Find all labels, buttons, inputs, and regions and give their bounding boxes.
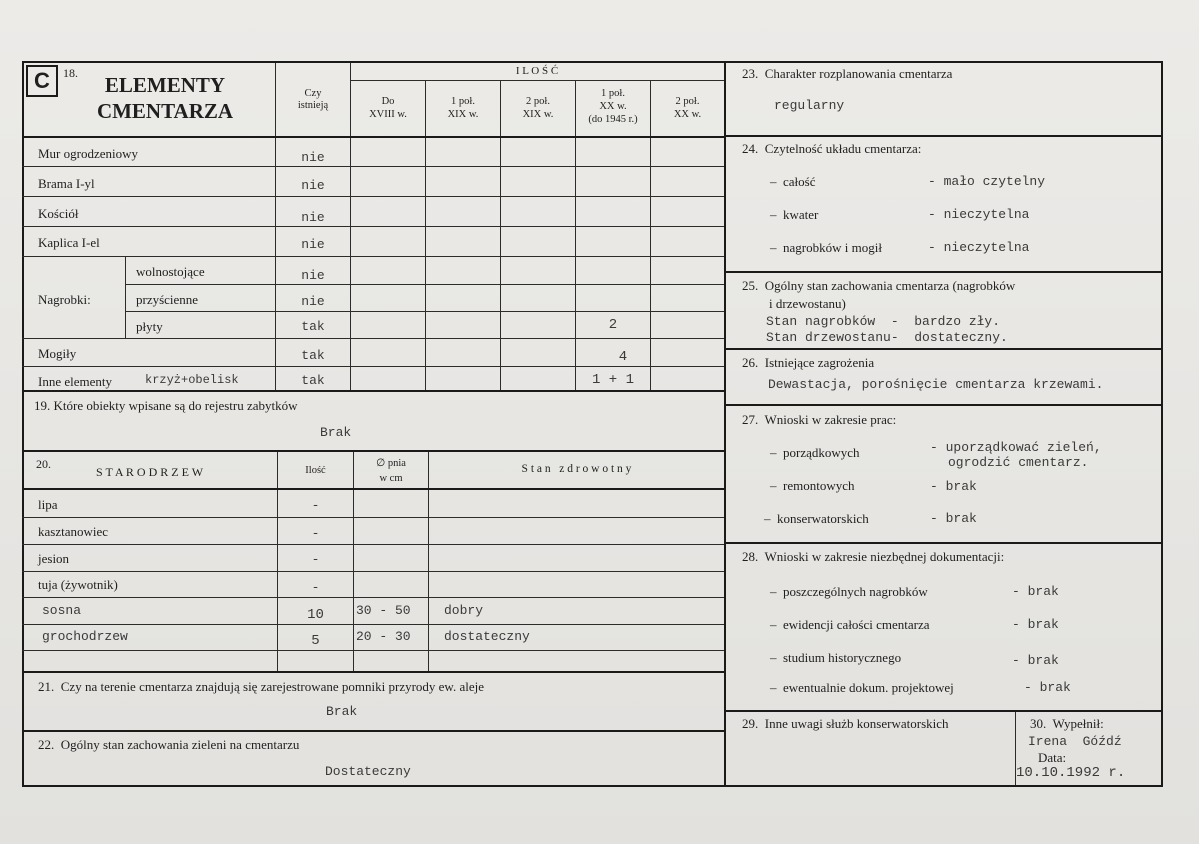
tree-health-grochodrzew: dostateczny xyxy=(444,629,530,644)
tree-row-line xyxy=(22,650,724,651)
period-3-l1: 2 poł. xyxy=(526,96,550,107)
row-exists-brama: nie xyxy=(301,178,325,193)
s25-value-line1: Stan nagrobków - bardzo zły. xyxy=(766,314,1001,329)
s23-bottom xyxy=(724,135,1163,137)
s19-label: 19. Które obiekty wpisane są do rejestru zabytków xyxy=(34,398,298,413)
ilosc-header: I L O Ś Ć xyxy=(515,65,559,77)
col-exists-l2: istnieją xyxy=(297,100,329,111)
s28-item-value: - brak xyxy=(1012,584,1059,599)
s25-bottom xyxy=(724,348,1163,350)
s28-item-label: – ewidencji całości cmentarza xyxy=(770,617,930,632)
row-label-plyty: płyty xyxy=(136,319,163,334)
nagrobki-divider xyxy=(125,256,126,338)
tree-name-lipa: lipa xyxy=(38,497,58,512)
period-5-l2: XX w. xyxy=(673,109,702,120)
s27-item-value-2: ogrodzić cmentarz. xyxy=(948,455,1089,470)
s23-label: 23. Charakter rozplanowania cmentarza xyxy=(742,66,953,81)
s30-date: 10.10.1992 r. xyxy=(1016,765,1126,781)
s20-col-diam-l2: w cm xyxy=(379,473,403,484)
row-label-kosciol: Kościół xyxy=(38,206,79,221)
s24-item-label: – kwater xyxy=(770,207,819,222)
s20-col-health: S t a n z d r o w o t n y xyxy=(521,463,632,475)
row-label-brama: Brama I-yl xyxy=(38,176,95,191)
tree-qty-tuja: - xyxy=(311,580,320,595)
s24-item-value: - mało czytelny xyxy=(928,174,1046,189)
s27-label: 27. Wnioski w zakresie prac: xyxy=(742,412,897,427)
row-exists-kaplica: nie xyxy=(301,237,325,252)
row-line xyxy=(125,284,724,285)
row-exists-mur: nie xyxy=(301,150,325,165)
row-exists-kosciol: nie xyxy=(301,210,325,225)
tree-row-line xyxy=(22,571,724,572)
s20-title: S T A R O D R Z E W xyxy=(96,465,204,479)
s28-item-value: - brak xyxy=(1012,617,1059,632)
frame-left xyxy=(22,61,24,787)
tree-health-sosna: dobry xyxy=(444,603,484,618)
tree-name-kasztanowiec: kasztanowiec xyxy=(38,524,109,539)
frame-divider xyxy=(724,61,726,787)
s26-label: 26. Istniejące zagrożenia xyxy=(742,355,875,370)
s20-col-diam-l1: ∅ pnia xyxy=(376,458,406,469)
s24-item-value: - nieczytelna xyxy=(928,207,1030,222)
s30-date-label: Data: xyxy=(1038,750,1067,765)
tree-name-sosna: sosna xyxy=(42,603,82,618)
row-qty-mogily: 4 xyxy=(618,349,628,365)
s19-value: Brak xyxy=(320,425,352,440)
s21-value: Brak xyxy=(326,704,358,719)
tree-qty-kasztanowiec: - xyxy=(311,526,320,541)
s22-value: Dostateczny xyxy=(325,764,411,779)
s28-item-value: - brak xyxy=(1024,680,1071,695)
s18-number: 18. xyxy=(63,66,78,80)
row-label-kaplica: Kaplica I-el xyxy=(38,235,100,250)
s18-title-line2: CMENTARZA xyxy=(96,99,234,123)
s30-label: 30. Wypełnił: xyxy=(1030,716,1104,731)
row-line xyxy=(22,256,724,257)
tree-diam-grochodrzew: 20 - 30 xyxy=(356,629,411,644)
s29-label: 29. Inne uwagi służb konserwatorskich xyxy=(742,716,949,731)
s18-col-line xyxy=(650,80,651,390)
row-line xyxy=(22,366,724,367)
s28-label: 28. Wnioski w zakresie niezbędnej dokumentacji: xyxy=(742,549,1005,564)
s18-col-line xyxy=(575,80,576,390)
period-2-l2: XIX w. xyxy=(447,109,479,120)
s28-item-label: – studium historycznego xyxy=(770,650,902,665)
row-label-nagrobki: Nagrobki: xyxy=(38,292,91,307)
row-inne-typed: krzyż+obelisk xyxy=(145,373,239,387)
tree-qty-jesion: - xyxy=(311,552,320,567)
s18-header-bottom xyxy=(22,136,724,138)
tree-row-line xyxy=(22,544,724,545)
s19-bottom xyxy=(22,450,724,452)
s27-item-value: - brak xyxy=(930,511,977,526)
row-line xyxy=(22,196,724,197)
tree-qty-sosna: 10 xyxy=(307,607,324,623)
s27-bottom xyxy=(724,542,1163,544)
tree-qty-grochodrzew: 5 xyxy=(311,633,320,649)
frame-bottom-right xyxy=(724,785,1163,787)
tree-row-line xyxy=(22,517,724,518)
s21-bottom xyxy=(22,730,724,732)
row-exists-mogily: tak xyxy=(301,348,325,363)
s24-item-label: – nagrobków i mogił xyxy=(770,240,882,255)
s25-label-line1: 25. Ogólny stan zachowania cmentarza (nagrobków xyxy=(742,278,1016,293)
period-4-l1: 1 poł. xyxy=(601,88,625,99)
frame-top xyxy=(22,61,1163,63)
s25-label-line2: i drzewostanu) xyxy=(769,296,846,311)
s20-col-qty: Ilość xyxy=(305,465,326,476)
s24-item-label: – całość xyxy=(770,174,816,189)
row-exists-przysc: nie xyxy=(301,294,325,309)
s24-bottom xyxy=(724,271,1163,273)
row-line xyxy=(125,311,724,312)
s28-bottom xyxy=(724,710,1163,712)
s27-item-label: – konserwatorskich xyxy=(764,511,869,526)
s20-header-bottom xyxy=(22,488,724,490)
s20-col-line xyxy=(353,452,354,672)
tree-name-jesion: jesion xyxy=(38,551,70,566)
s21-label: 21. Czy na terenie cmentarza znajdują się zarejestrowane pomniki przyrody ew. aleje xyxy=(38,679,485,694)
row-line xyxy=(22,226,724,227)
s28-item-label: – ewentualnie dokum. projektowej xyxy=(770,680,954,695)
s26-bottom xyxy=(724,404,1163,406)
s22-label: 22. Ogólny stan zachowania zieleni na cmentarzu xyxy=(38,737,300,752)
row-qty-inne: 1 + 1 xyxy=(591,372,634,388)
frame-right xyxy=(1161,61,1163,787)
row-exists-inne: tak xyxy=(301,373,325,388)
s23-value: regularny xyxy=(774,98,845,113)
s20-col-line xyxy=(428,452,429,672)
s20-bottom xyxy=(22,671,724,673)
section-letter-box: C xyxy=(26,65,58,97)
s18-title-line1: ELEMENTY xyxy=(104,73,226,97)
row-label-wolno: wolnostojące xyxy=(136,264,205,279)
s25-value-line2: Stan drzewostanu- dostateczny. xyxy=(766,330,1008,345)
s28-item-label: – poszczególnych nagrobków xyxy=(770,584,928,599)
frame-bottom-left xyxy=(22,785,724,787)
tree-row-line xyxy=(22,624,724,625)
tree-row-line xyxy=(22,597,724,598)
s27-item-value: - uporządkować zieleń, xyxy=(930,440,1102,455)
s30-name: Irena Góźdź xyxy=(1028,734,1122,749)
period-4-l2: XX w. xyxy=(599,101,627,112)
period-1-l2: XVIII w. xyxy=(369,109,407,120)
s18-col-line xyxy=(500,80,501,390)
row-label-przysc: przyścienne xyxy=(136,292,199,307)
s28-item-value: - brak xyxy=(1012,653,1059,668)
s20-number: 20. xyxy=(36,457,51,471)
row-line xyxy=(22,338,724,339)
period-3-l2: XIX w. xyxy=(522,109,554,120)
row-label-mogily: Mogiły xyxy=(38,346,77,361)
s27-item-label: – porządkowych xyxy=(770,445,860,460)
row-qty-plyty: 2 xyxy=(608,317,618,333)
row-label-inne: Inne elementy xyxy=(38,374,112,389)
s18-bottom xyxy=(22,390,724,392)
s24-label: 24. Czytelność układu cmentarza: xyxy=(742,141,922,156)
row-exists-wolno: nie xyxy=(301,268,325,283)
s24-item-value: - nieczytelna xyxy=(928,240,1030,255)
tree-qty-lipa: - xyxy=(311,498,320,513)
row-line xyxy=(22,166,724,167)
row-exists-plyty: tak xyxy=(301,319,325,334)
period-2-l1: 1 poł. xyxy=(451,96,475,107)
tree-diam-sosna: 30 - 50 xyxy=(356,603,411,618)
s18-ilosc-line xyxy=(350,80,724,81)
tree-name-tuja: tuja (żywotnik) xyxy=(38,577,118,592)
period-1-l1: Do xyxy=(381,96,395,107)
period-5-l1: 2 poł. xyxy=(675,96,700,107)
col-exists-l1: Czy xyxy=(304,88,322,99)
s18-col-line xyxy=(425,80,426,390)
s27-item-value: - brak xyxy=(930,479,977,494)
row-label-mur: Mur ogrodzeniowy xyxy=(38,146,139,161)
period-4-l3: (do 1945 r.) xyxy=(588,114,638,125)
tree-name-grochodrzew: grochodrzew xyxy=(42,629,128,644)
s26-value: Dewastacja, porośnięcie cmentarza krzewami. xyxy=(768,377,1104,392)
s27-item-label: – remontowych xyxy=(770,478,855,493)
